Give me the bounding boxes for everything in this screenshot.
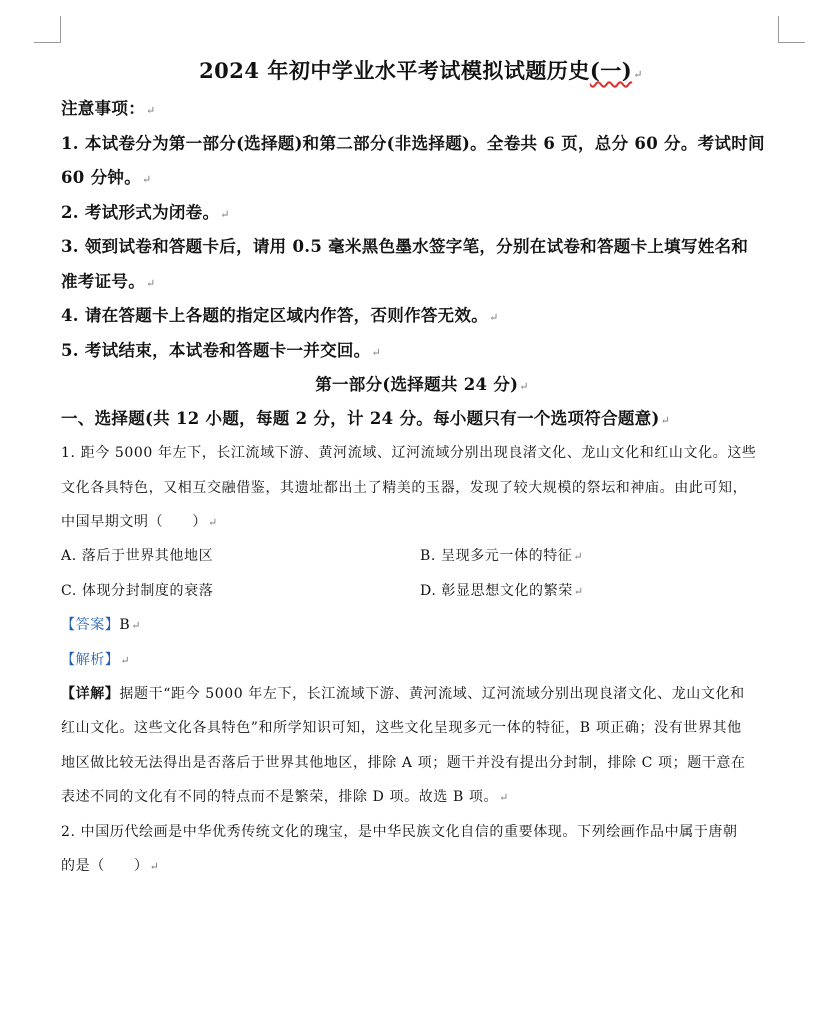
analysis-label: 【解析】 [61,652,120,668]
question-1-line-1 [61,442,783,462]
detail-line-2 [61,717,783,737]
notice-item-1-line-1 [61,130,783,154]
notice-heading-text: 注意事项： [61,99,145,118]
notice-item-2 [61,199,783,223]
notice-item-3-line-1 [61,233,783,257]
answer-label: 【答案】 [61,617,120,633]
document-title [60,55,782,85]
detail-text-cont-4: 表述不同的文化有不同的特点而不是繁荣，排除 D 项。故选 B 项。 [61,789,499,805]
notice-item-5 [61,337,783,361]
detail-text: 据题干“距今 5000 年左下，长江流域下游、黄河流域、辽河流域分别出现良渚文化、龙山文化和 [119,686,745,702]
question-1-option-a [61,545,213,565]
title-suffix: (一) [589,58,633,83]
question-1-option-c [61,580,213,600]
section-heading [61,405,783,429]
paragraph-mark: ↵ [149,860,160,873]
notice-heading [61,95,783,119]
question-1-line-3 [61,511,783,531]
option-d-text: D. 彰显思想文化的繁荣 [420,583,573,599]
title-main: 2024 年初中学业水平考试模拟试题历史 [199,58,590,83]
detail-text-cont-2: 红山文化。这些文化各具特色”和所学知识可知，这些文化呈现多元一体的特征，B 项正确；没有世界其他 [61,720,742,736]
notice-item-5-text: 5. 考试结束，本试卷和答题卡一并交回。 [61,341,371,360]
question-2-text: 2. 中国历代绘画是中华优秀传统文化的瑰宝，是中华民族文化自信的重要体现。下列绘画作品中属于唐朝 [61,824,738,840]
section-heading-text: 一、选择题(共 12 小题，每题 2 分，计 24 分。每小题只有一个选项符合题意) [61,409,660,428]
analysis-line [61,649,783,669]
question-1-stem-end: 中国早期文明（ ） [61,514,207,530]
paragraph-mark: ↵ [633,68,643,81]
page-corner-mark-top-left [34,16,61,43]
paragraph-mark: ↵ [120,654,131,667]
option-b-text: B. 呈现多元一体的特征 [420,548,573,564]
detail-label: 【详解】 [61,686,120,702]
answer-line [61,614,783,634]
detail-line-1 [61,683,783,703]
notice-item-4 [61,302,783,326]
question-1-text-cont: 文化各具特色，又相互交融借鉴，其遗址都出土了精美的玉器，发现了较大规模的祭坛和神庙。由此可知， [61,480,748,496]
answer-value: B [119,617,131,633]
paragraph-mark: ↵ [208,516,218,529]
question-1-option-d [420,580,584,600]
detail-line-4 [61,786,783,806]
question-1-text: 1. 距今 5000 年左下，长江流域下游、黄河流域、辽河流域分别出现良渚文化、龙山文化和红山文化。这些 [61,445,757,461]
question-2-line-1 [61,821,783,841]
option-a-text: A. 落后于世界其他地区 [61,548,214,564]
notice-item-1-text: 1. 本试卷分为第一部分(选择题)和第二部分(非选择题)。全卷共 6 页，总分 60 分。考试时间 [61,134,765,153]
question-2-stem-end: 的是（ ） [61,858,149,874]
notice-item-1-line-2 [61,164,783,188]
detail-line-3 [61,752,783,772]
paragraph-mark: ↵ [519,380,529,393]
notice-item-4-text: 4. 请在答题卡上各题的指定区域内作答，否则作答无效。 [61,306,489,325]
notice-item-3-text-cont: 准考证号。 [61,272,145,291]
notice-item-3-line-2 [61,268,783,292]
page-corner-mark-top-right [778,16,805,43]
notice-item-3-text: 3. 领到试卷和答题卡后，请用 0.5 毫米黑色墨水签字笔，分别在试卷和答题卡上填写姓名和 [61,237,749,256]
paragraph-mark: ↵ [142,173,152,186]
paragraph-mark: ↵ [573,550,584,563]
paragraph-mark: ↵ [131,619,142,632]
part1-heading-text: 第一部分(选择题共 24 分) [315,375,519,394]
option-c-text: C. 体现分封制度的衰落 [61,583,214,599]
paragraph-mark: ↵ [220,208,230,221]
paragraph-mark: ↵ [146,277,156,290]
question-2-line-2 [61,855,783,875]
question-1-option-b [420,545,583,565]
paragraph-mark: ↵ [573,585,584,598]
paragraph-mark: ↵ [371,346,382,359]
paragraph-mark: ↵ [489,311,499,324]
notice-item-2-text: 2. 考试形式为闭卷。 [61,203,220,222]
paragraph-mark: ↵ [660,414,671,427]
question-1-line-2 [61,477,783,497]
notice-item-1-text-cont: 60 分钟。 [61,168,142,187]
detail-text-cont-3: 地区做比较无法得出是否落后于世界其他地区，排除 A 项；题干并没有提出分封制，排除 C 项；题干意在 [61,755,746,771]
part1-heading [61,371,783,395]
paragraph-mark: ↵ [499,791,509,804]
paragraph-mark: ↵ [146,104,156,117]
